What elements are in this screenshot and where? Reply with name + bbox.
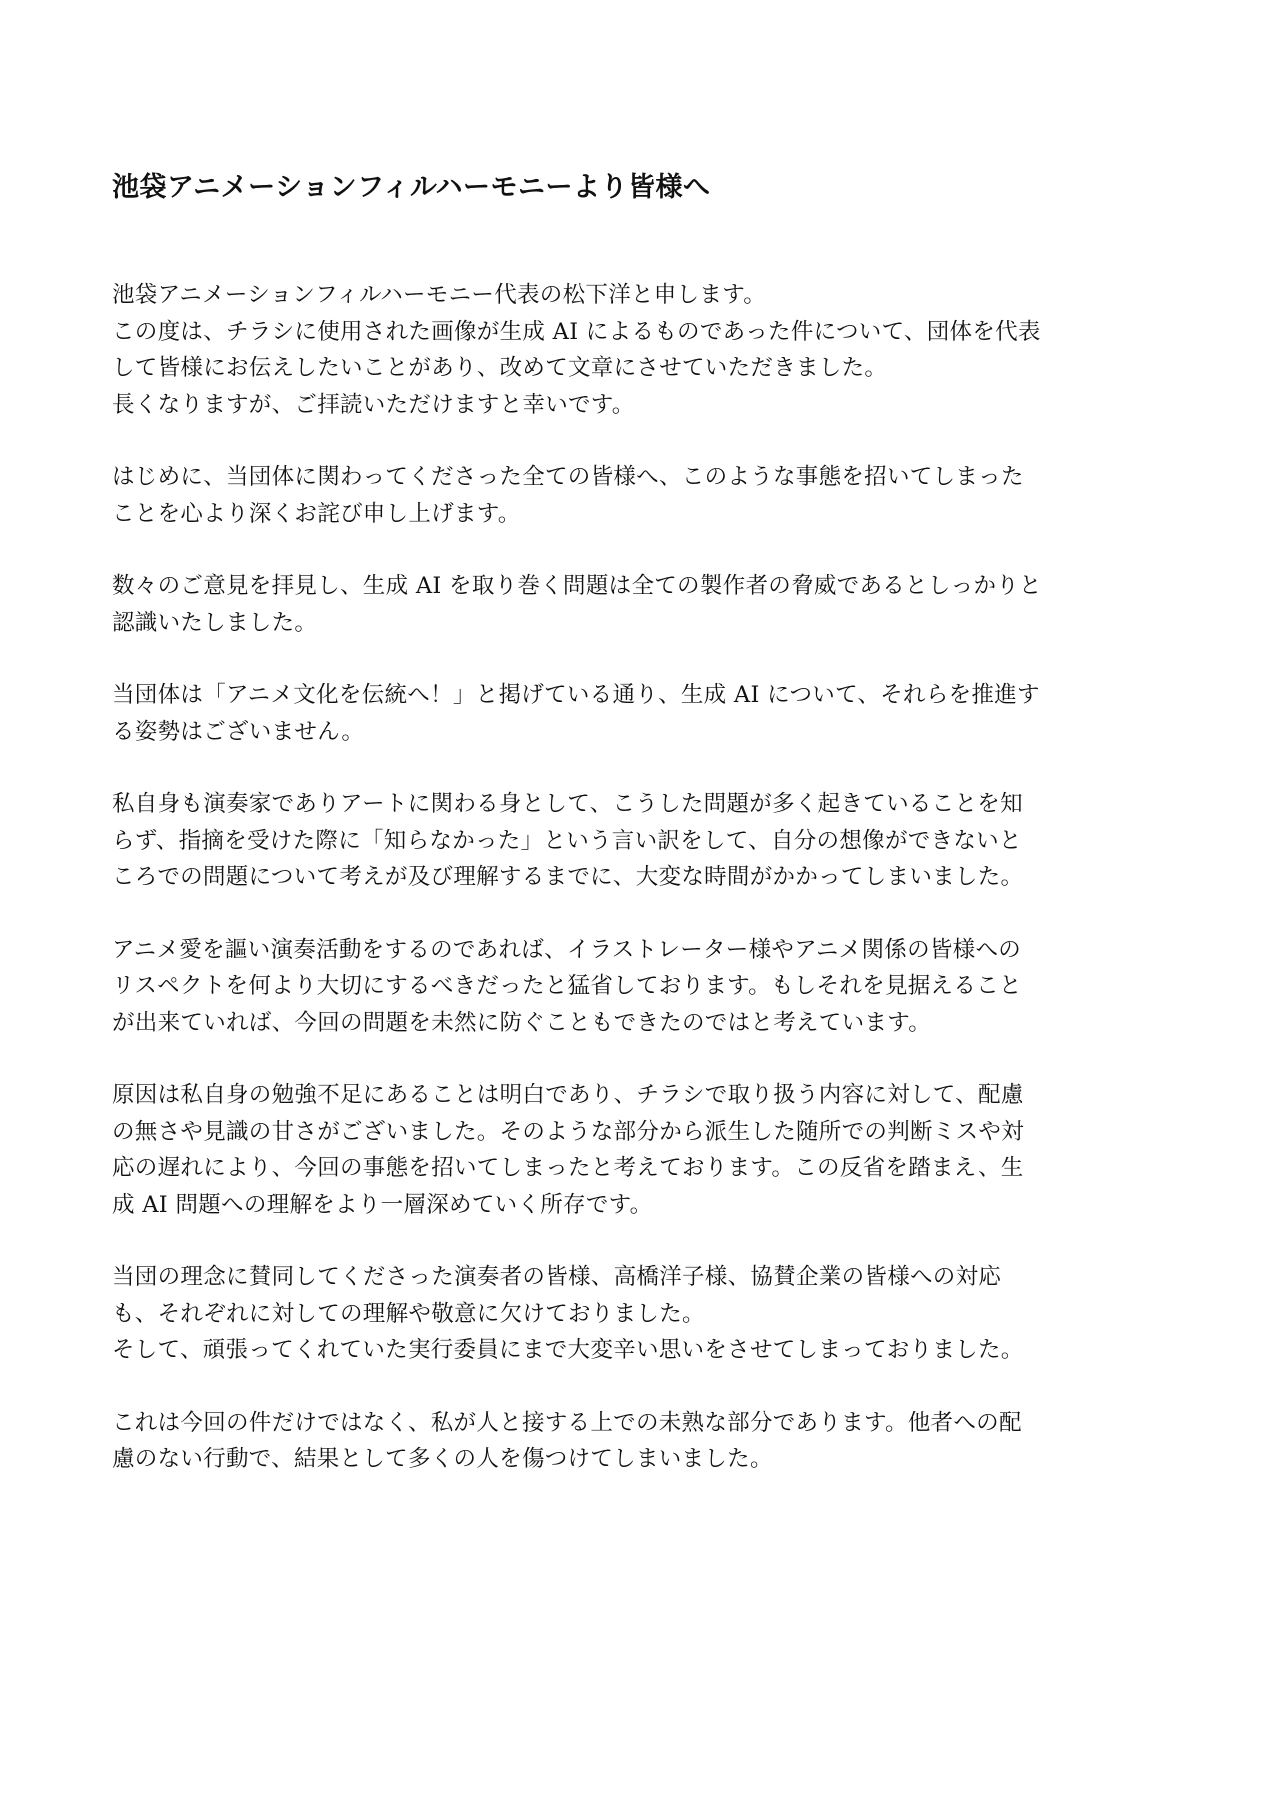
paragraph-line: が出来ていれば、今回の問題を未然に防ぐこともできたのではと考えています。 — [112, 1009, 932, 1036]
paragraph-line: はじめに、当団体に関わってくださった全ての皆様へ、このような事態を招いてしまった — [112, 464, 1024, 490]
paragraph-line: 池袋アニメーションフィルハーモニー代表の松下洋と申します。 — [112, 282, 767, 308]
paragraph-line: る姿勢はございません。 — [112, 718, 365, 745]
paragraph — [112, 459, 1172, 532]
paragraph-line: らず、指摘を受けた際に「知らなかった」という言い訳をして、自分の想像ができないと — [112, 827, 1022, 854]
paragraph-line: の無さや見識の甘さがございました。そのような部分から派生した随所での判断ミスや対 — [112, 1118, 1025, 1145]
paragraph-line: アニメ愛を謳い演奏活動をするのであれば、イラストレーター様やアニメ関係の皆様への — [112, 936, 1022, 963]
paragraph-line: リスペクトを何より大切にするべきだったと猛省しております。もしそれを見据えること — [112, 973, 1022, 999]
paragraph-line: ことを心より深くお詫び申し上げます。 — [112, 500, 521, 527]
paragraph-line: 当団体は「アニメ文化を伝統へ！」と掲げている通り、生成 AI について、それらを推進す — [112, 682, 1040, 708]
paragraph — [112, 1259, 1172, 1369]
paragraph-line: この度は、チラシに使用された画像が生成 AI によるものであった件について、団体を代表 — [112, 318, 1041, 345]
paragraph-line: して皆様にお伝えしたいことがあり、改めて文章にさせていただきました。 — [112, 355, 888, 381]
paragraph-line: 応の遅れにより、今回の事態を招いてしまったと考えております。この反省を踏まえ、生 — [112, 1155, 1024, 1181]
paragraph-line: も、それぞれに対しての理解や敬意に欠けておりました。 — [112, 1300, 705, 1327]
paragraph — [112, 568, 1172, 641]
paragraph-line: 原因は私自身の勉強不足にあることは明白であり、チラシで取り扱う内容に対して、配慮 — [112, 1082, 1024, 1108]
paragraph-line: そして、頑張ってくれていた実行委員にまで大変辛い思いをさせてしまっておりました。 — [112, 1337, 1024, 1363]
paragraph-line: 私自身も演奏家でありアートに関わる身として、こうした問題が多く起きていることを知 — [112, 791, 1023, 817]
paragraph-line: 慮のない行動で、結果として多くの人を傷つけてしまいました。 — [112, 1446, 773, 1472]
paragraph-line: 当団の理念に賛同してくださった演奏者の皆様、高橋洋子様、協賛企業の皆様への対応 — [112, 1264, 1002, 1290]
paragraph — [112, 932, 1172, 1042]
paragraph-line: これは今回の件だけではなく、私が人と接する上での未熟な部分であります。他者への配 — [112, 1409, 1022, 1436]
paragraph-line: 数々のご意見を拝見し、生成 AI を取り巻く問題は全ての製作者の脅威であるとしっかりと — [112, 573, 1042, 599]
paragraph — [112, 1077, 1172, 1223]
paragraph-line: 認識いたしました。 — [112, 609, 318, 636]
document-title: 池袋アニメーションフィルハーモニーより皆様へ — [112, 172, 711, 203]
paragraph — [112, 677, 1172, 750]
paragraph-line: 成 AI 問題への理解をより一層深めていく所存です。 — [112, 1191, 653, 1218]
paragraph — [112, 1405, 1172, 1478]
paragraph-line: ころでの問題について考えが及び理解するまでに、大変な時間がかかってしまいました。 — [112, 864, 1024, 890]
paragraph — [112, 786, 1172, 896]
document-body — [112, 277, 1172, 1514]
paragraph-line: 長くなりますが、ご拝読いただけますと幸いです。 — [112, 391, 635, 418]
paragraph — [112, 277, 1172, 423]
